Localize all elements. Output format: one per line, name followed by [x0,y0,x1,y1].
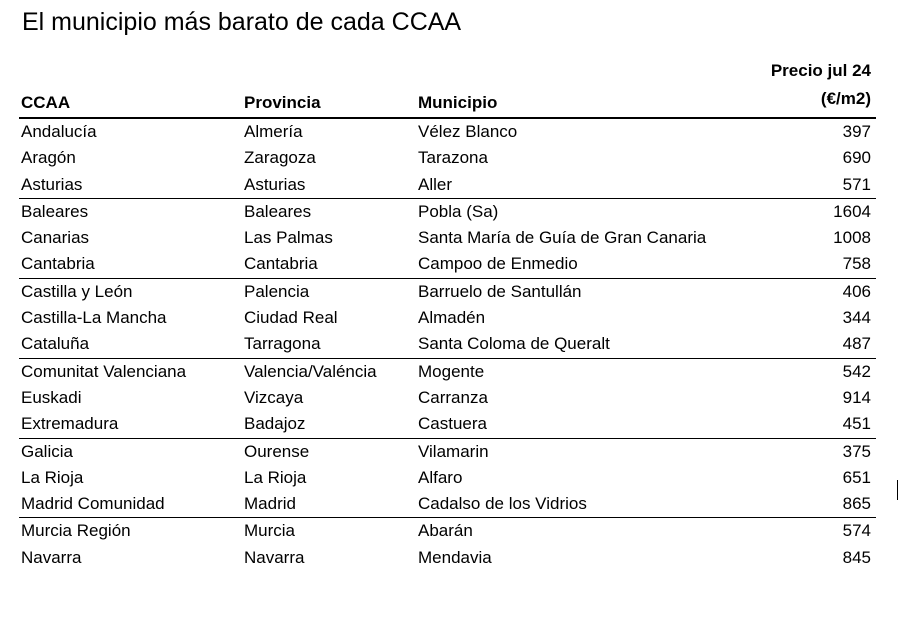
table-row [19,145,876,171]
cell-municipio: Vélez Blanco [418,122,518,141]
cell-ccaa: Murcia Región [21,521,131,541]
cell-municipio: Alfaro [418,467,463,487]
cell-ccaa: Extremadura [21,414,119,434]
cell-municipio: Carranza [418,387,488,407]
cell-provincia: Badajoz [244,414,306,434]
cell-precio: 845 [842,547,871,567]
cell-municipio: Santa Coloma de Queralt [418,334,610,354]
cell-ccaa: Madrid Comunidad [21,494,165,514]
cell-precio: 406 [842,281,871,301]
cell-precio: 344 [842,308,871,328]
cell-precio: 865 [842,494,871,514]
table-row [19,225,876,251]
cell-provincia: Palencia [244,281,310,301]
cell-provincia: Vizcaya [244,387,304,407]
cell-municipio: Castuera [418,414,487,434]
cell-precio: 375 [842,441,871,461]
header-precio-line2: (€/m2) [820,89,871,108]
data-table [19,61,876,571]
table-row-group [19,518,876,571]
table-row [19,411,876,437]
cell-ccaa: Euskadi [21,387,82,407]
table-row [19,331,876,357]
cell-provincia: Murcia [244,521,296,541]
cell-ccaa: Aragón [21,148,76,168]
table-body [19,119,876,571]
cell-provincia: Ciudad Real [244,308,338,328]
table-row [19,465,876,491]
cell-precio: 574 [842,521,871,541]
cell-ccaa: Cataluña [21,334,90,354]
cell-ccaa: Castilla-La Mancha [21,308,167,328]
table-row [19,385,876,411]
cell-provincia: Valencia/Valéncia [244,361,377,381]
cell-provincia: Tarragona [244,334,321,354]
cell-municipio: Mogente [418,361,485,381]
page-title: El municipio más barato de cada CCAA [22,8,462,36]
cell-precio: 487 [842,334,871,354]
cell-precio: 690 [842,148,871,168]
table-row [19,305,876,331]
text-cursor [897,480,898,500]
cell-precio: 451 [842,414,871,434]
cell-precio: 1604 [833,201,871,221]
header-precio-line1: Precio jul 24 [770,61,871,80]
cell-municipio: Tarazona [418,148,488,168]
cell-precio: 758 [842,254,871,274]
cell-provincia: Ourense [244,441,310,461]
cell-municipio: Mendavia [418,547,492,567]
cell-municipio: Abarán [418,521,473,541]
cell-provincia: Cantabria [244,254,318,274]
header-ccaa: CCAA [21,93,71,112]
cell-ccaa: Asturias [21,174,83,194]
cell-ccaa: Andalucía [21,122,97,141]
cell-municipio: Almadén [418,308,486,328]
cell-ccaa: Castilla y León [21,281,133,301]
table-row [19,119,876,145]
cell-ccaa: Galicia [21,441,73,461]
header-provincia: Provincia [244,93,321,112]
cell-ccaa: Cantabria [21,254,95,274]
cell-precio: 1008 [833,228,871,248]
cell-municipio: Barruelo de Santullán [418,281,582,301]
table-row-group [19,279,876,359]
table-row [19,359,876,385]
cell-precio: 397 [842,122,871,141]
table-row [19,251,876,277]
table-row-group [19,439,876,519]
cell-municipio: Campoo de Enmedio [418,254,578,274]
cell-municipio: Vilamarin [418,441,489,461]
cell-municipio: Pobla (Sa) [418,201,499,221]
cell-ccaa: Baleares [21,201,89,221]
cell-provincia: Baleares [244,201,312,221]
header-municipio: Municipio [418,93,498,112]
table-row [19,491,876,517]
cell-provincia: Almería [244,122,303,141]
cell-ccaa: Canarias [21,228,90,248]
cell-provincia: Asturias [244,174,306,194]
cell-provincia: Madrid [244,494,296,514]
table-row [19,518,876,544]
cell-precio: 571 [842,174,871,194]
cell-ccaa: La Rioja [21,467,84,487]
table-row [19,279,876,305]
cell-municipio: Cadalso de los Vidrios [418,494,587,514]
table-row [19,199,876,225]
table-header [19,61,876,119]
cell-provincia: Las Palmas [244,228,333,248]
table-row [19,439,876,465]
cell-precio: 914 [842,387,871,407]
cell-municipio: Aller [418,174,453,194]
table-row [19,172,876,198]
table-row-group [19,119,876,199]
table-row-group [19,199,876,279]
cell-provincia: Zaragoza [244,148,316,168]
cell-ccaa: Comunitat Valenciana [21,361,187,381]
cell-municipio: Santa María de Guía de Gran Canaria [418,228,707,248]
cell-precio: 651 [842,467,871,487]
cell-precio: 542 [842,361,871,381]
cell-provincia: Navarra [244,547,305,567]
header-precio [771,57,871,113]
cell-provincia: La Rioja [244,467,307,487]
cell-ccaa: Navarra [21,547,82,567]
table-row [19,545,876,571]
table-row-group [19,359,876,439]
